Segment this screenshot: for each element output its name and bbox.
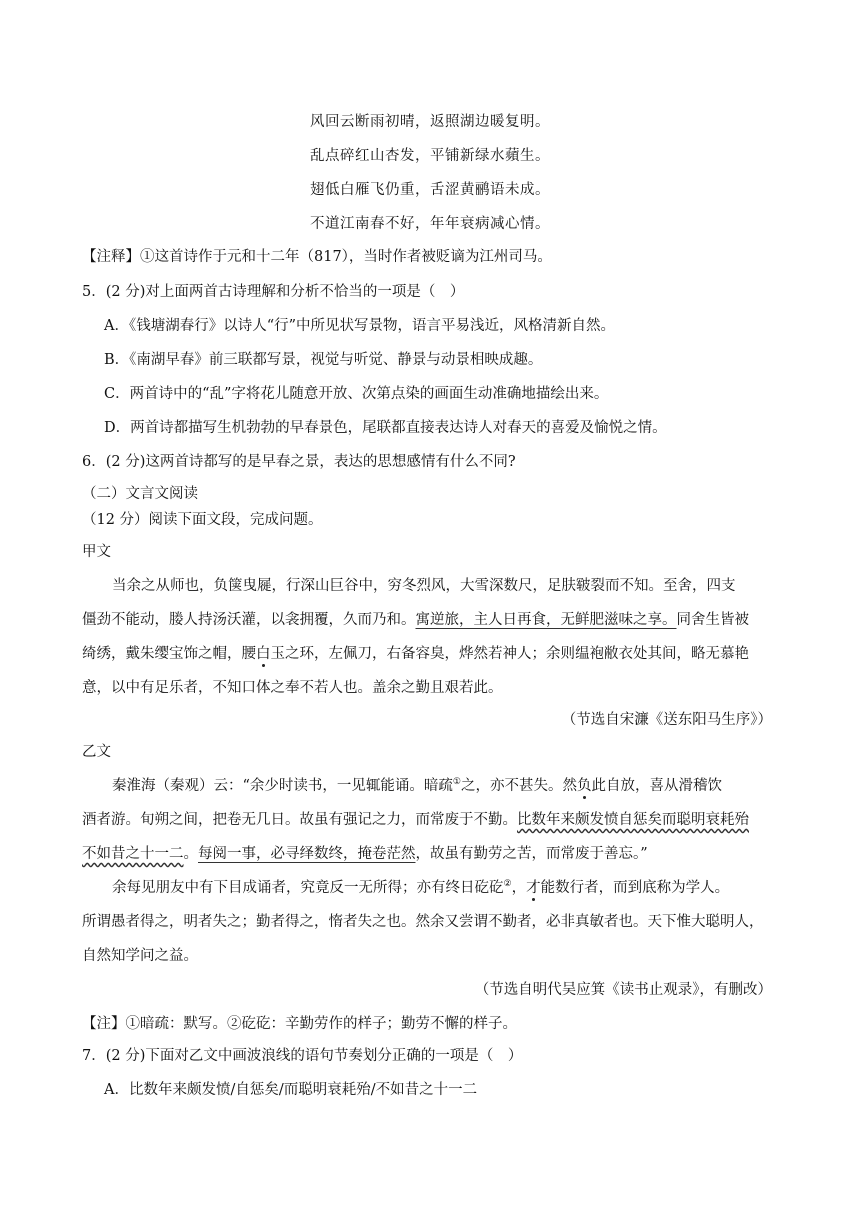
text-run: ， <box>511 880 527 896</box>
text-run: 。 <box>183 846 198 862</box>
question-7-option-a: A．比数年来颇发愤/自惩矣/而聪明衰耗殆/不如昔之十一二 <box>104 1082 478 1098</box>
text-run: 玉之环，左佩刀，右备容臭，烨然若神人；余则缊袍敝衣处其间，略无慕艳 <box>270 646 749 662</box>
dotted-character: 白 <box>256 646 271 662</box>
text-run: 之，亦不甚失。然 <box>461 778 577 794</box>
passage-jia-line-1: 当余之从师也，负箧曳屣，行深山巨谷中，穷冬烈风，大雪深数尺，足肤皲裂而不知。至舍，四支 <box>112 578 736 594</box>
text-run: 此自放，喜从滑稽饮 <box>591 778 722 794</box>
text-run: 绮绣，戴朱缨宝饰之帽，腰 <box>82 646 256 662</box>
section-intro: （12 分）阅读下面文段，完成问题。 <box>82 512 323 528</box>
poem-line-1: 风回云断雨初晴，返照湖边暖复明。 <box>310 114 550 130</box>
question-7-stem: 7．(2 分)下面对乙文中画波浪线的语句节奏划分正确的一项是（ ） <box>82 1048 523 1064</box>
poem-line-2: 乱点碎红山杏发，平铺新绿水蘋生。 <box>310 148 550 164</box>
passage-yi-line-3 <box>82 844 648 864</box>
wavy-underlined-sentence: 比数年来颇发愤自惩矣而聪明衰耗殆 <box>517 812 749 828</box>
text-run: 同舍生皆被 <box>676 612 749 628</box>
question-5-option-b: B．《南湖早春》前三联都写景，视觉与听觉、静景与动景相映成趣。 <box>104 352 543 368</box>
text-run: 能数行者，而到底称为学人。 <box>540 880 730 896</box>
poem-line-3: 翅低白雁飞仍重，舌涩黄鹂语未成。 <box>310 182 550 198</box>
wavy-underlined-sentence: 不如昔之十一二 <box>82 846 184 862</box>
question-5-option-a: A．《钱塘湖春行》以诗人“行”中所见状写景物，语言平易浅近，风格清新自然。 <box>104 318 616 334</box>
poem-line-4: 不道江南春不好，年年衰病减心情。 <box>310 216 550 232</box>
question-5-option-d: D．两首诗都描写生机勃勃的早春景色，尾联都直接表达诗人对春天的喜爱及愉悦之情。 <box>104 420 667 436</box>
passage-jia-line-2 <box>82 610 749 630</box>
text-run: ，故虽有勤劳之苦，而常废于善忘。” <box>415 846 648 862</box>
footnote-marker: ① <box>452 777 461 788</box>
passage-yi-source: （节选自明代吴应箕《读书止观录》，有删改） <box>474 982 772 998</box>
question-6: 6．(2 分)这两首诗都写的是早春之景，表达的思想感情有什么不同? <box>82 454 516 470</box>
passage-jia-line-3 <box>82 644 749 664</box>
question-5-option-c: C．两首诗中的“乱”字将花儿随意开放、次第点染的画面生动准确地描绘出来。 <box>104 386 609 402</box>
question-5-stem: 5．(2 分)对上面两首古诗理解和分析不恰当的一项是（ ） <box>82 284 465 300</box>
text-run: 余每见朋友中有下目成诵者，究竟反一无所得；亦有终日矻矻 <box>112 880 504 896</box>
underlined-sentence: 每阅一事，必寻绎数终，掩卷茫然 <box>198 846 416 862</box>
passage-yi-line-6: 自然知学问之益。 <box>82 948 198 964</box>
poem-annotation: 【注释】①这首诗作于元和十二年（817），当时作者被贬谪为江州司马。 <box>82 249 552 265</box>
section-heading: （二）文言文阅读 <box>82 486 198 502</box>
passage-jia-title: 甲文 <box>82 544 111 560</box>
dotted-character: 负 <box>577 778 592 794</box>
passage-jia-line-4: 意，以中有足乐者，不知口体之奉不若人也。盖余之勤且艰若此。 <box>82 680 503 696</box>
passage-yi-line-5: 所谓愚者得之，明者失之；勤者得之，惰者失之也。然余又尝谓不勤者，必非真敏者也。天下惟大聪明人， <box>82 914 764 930</box>
passage-yi-line-2 <box>82 810 749 830</box>
underlined-sentence: 寓逆旅，主人日再食，无鲜肥滋味之享。 <box>415 612 677 628</box>
passage-yi-title: 乙文 <box>82 744 111 760</box>
dotted-character: 才 <box>526 880 541 896</box>
passage-yi-line-1 <box>112 776 722 796</box>
text-run: 僵劲不能动，媵人持汤沃灌，以衾拥覆，久而乃和。 <box>82 612 416 628</box>
text-run: 酒者游。旬朔之间，把卷无几日。故虽有强记之力，而常废于不勤。 <box>82 812 517 828</box>
footnote-marker: ② <box>503 879 512 890</box>
text-run: 秦淮海（秦观）云：“余少时读书，一见辄能诵。暗疏 <box>112 778 453 794</box>
passage-yi-line-4 <box>112 878 729 898</box>
passage-footnotes: 【注】①暗疏：默写。②矻矻：辛勤劳作的样子；勤劳不懈的样子。 <box>82 1016 517 1032</box>
passage-jia-source: （节选自宋濂《送东阳马生序》） <box>561 712 772 728</box>
